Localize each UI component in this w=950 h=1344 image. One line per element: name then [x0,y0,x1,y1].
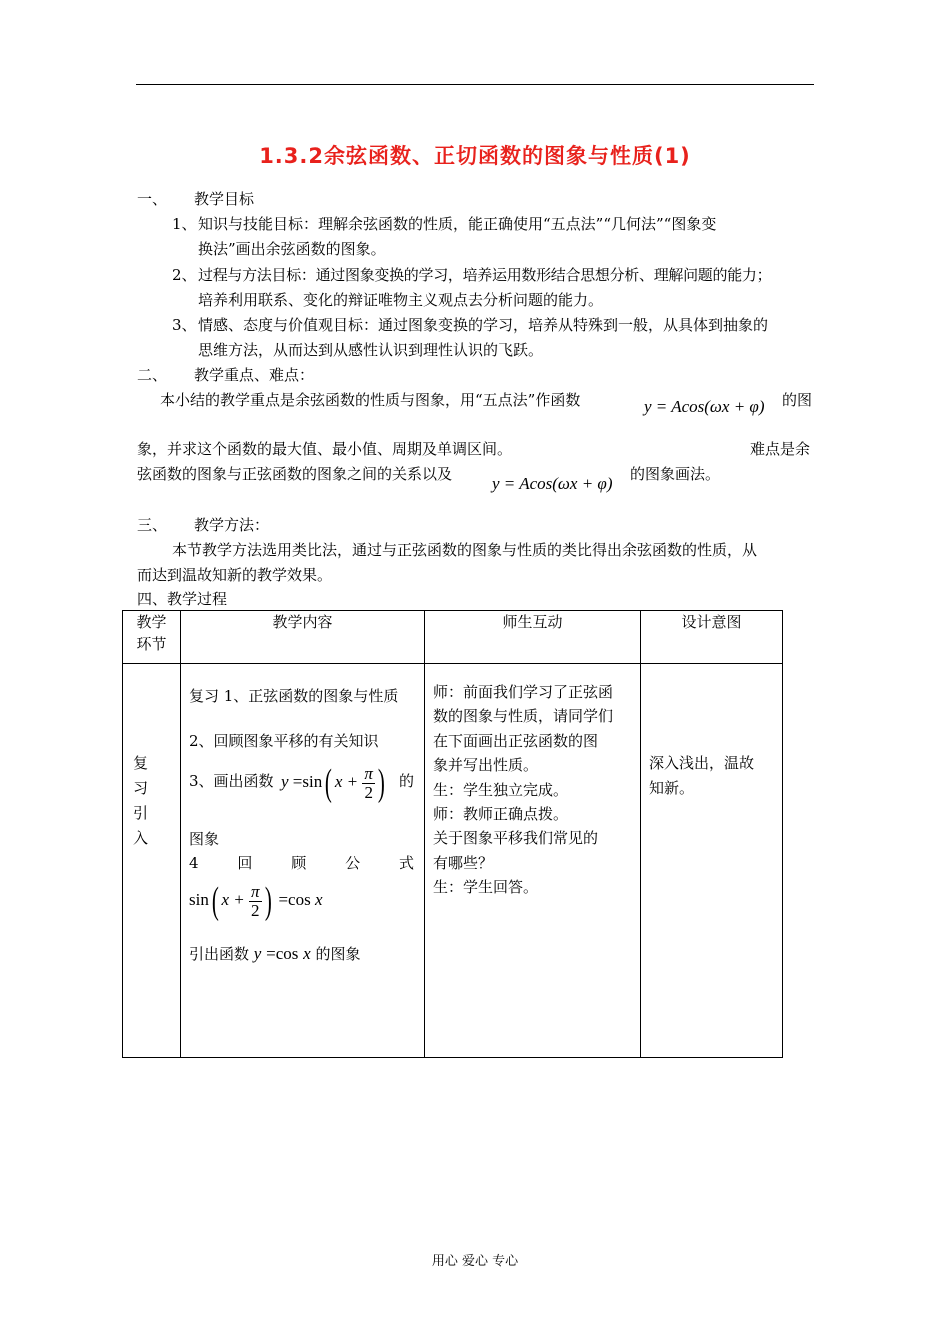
objective-2-number: 2、 [172,266,197,284]
header-content: 教学内容 [181,611,425,664]
formula-op: =cos [278,890,311,909]
objective-3-text-cont: 思维方法，从而达到从感性认识到理性认识的飞跃。 [198,341,544,359]
formula-sin-shift [281,762,388,805]
stage-char: 引 [133,804,149,822]
objective-1-text: 知识与技能目标：理解余弦函数的性质，能正确使用“五点法”“几何法”“图象变 [198,215,717,233]
keypoint-text-f: 的图象画法。 [630,465,721,483]
interaction-line: 师：教师正确点拨。 [433,805,569,824]
keypoint-text-c: 象，并求这个函数的最大值、最小值、周期及单调区间。 [137,440,513,458]
section-1-heading: 教学目标 [194,190,255,208]
stage-cell [123,664,181,1058]
fraction [362,765,375,802]
interaction-line: 生：学生独立完成。 [433,780,569,799]
right-paren: ) [377,762,385,805]
denominator: 2 [364,782,373,802]
header-interaction: 师生互动 [425,611,641,664]
interaction-line: 关于图象平移我们常见的 [433,829,599,848]
page-footer: 用心 爱心 专心 [431,1254,519,1269]
formula-op: sin [189,890,209,909]
interaction-line: 在下面画出正弦函数的图 [433,731,599,750]
formula-op: =cos [266,944,299,963]
interaction-line: 生：学生回答。 [433,878,539,897]
numerator: π [251,881,260,901]
header-stage [123,611,181,664]
spaced-char: 4 [189,854,199,872]
interaction-line: 师：前面我们学习了正弦函 [433,683,614,701]
stage-char: 复 [133,754,149,772]
formula-var: y [281,772,289,791]
content-line-spaced [189,853,414,873]
objective-1-number: 1、 [172,215,197,233]
content-line: 3、画出函数 [189,772,274,790]
objective-3-text: 情感、态度与价值观目标：通过图象变换的学习，培养从特殊到一般，从具体到抽象的 [198,316,769,334]
keypoint-text-b: 的图 [782,391,813,409]
intent-cell [641,664,783,1058]
content-cell [181,664,425,1058]
keypoint-text-d: 难点是余 [750,440,811,458]
right-paren: ) [264,880,272,923]
section-4-heading: 四、教学过程 [137,590,228,608]
content-line: 2、回顾图象平移的有关知识 [189,732,379,750]
spaced-char: 顾 [291,854,307,872]
formula-var: x + [334,772,359,791]
content-line: 的 [399,772,415,790]
formula-op: =sin [292,772,323,791]
interaction-line: 数的图象与性质，请同学们 [433,707,614,726]
objective-1-text-cont: 换法”画出余弦函数的图象。 [198,240,386,258]
formula-var: x [314,890,323,909]
intent-line: 知新。 [649,779,695,797]
content-text: 引出函数 [189,945,250,963]
left-paren: ( [325,762,333,805]
page-title: 1.3.2余弦函数、正切函数的图象与性质(1) [259,144,691,168]
fraction [249,883,262,920]
header-intent: 设计意图 [641,611,783,664]
spaced-char: 回 [237,854,253,872]
header-stage-line1: 教学 [136,613,167,631]
numerator: π [364,763,373,783]
section-1-number: 一、 [137,190,168,208]
formula-identity [189,880,323,923]
section-2-number: 二、 [137,366,168,384]
content-line [189,944,361,964]
formula-var: y [253,944,262,963]
section-3-heading: 教学方法： [194,516,270,534]
section-2-heading: 教学重点、难点： [194,366,315,384]
content-text: 的图象 [315,945,361,963]
spaced-char: 式 [398,854,414,872]
objective-2-text: 过程与方法目标：通过图象变换的学习，培养运用数形结合思想分析、理解问题的能力； [198,266,772,284]
objective-3-number: 3、 [172,316,197,334]
left-paren: ( [211,880,219,923]
formula-var: x [303,944,311,963]
stage-char: 入 [133,829,149,847]
intent-line: 深入浅出，温故 [649,754,755,772]
denominator: 2 [251,900,260,920]
objective-2-text-cont: 培养利用联系、变化的辩证唯物主义观点去分析问题的能力。 [198,291,604,309]
formula-acos-2: y = Acos(ωx + φ) [492,474,613,493]
interaction-line: 有哪些？ [433,853,494,872]
table-header-row [123,611,783,664]
table-row [123,664,783,1058]
formula-var: x + [221,890,245,909]
content-line: 图象 [189,830,220,848]
formula-acos-1: y = Acos(ωx + φ) [644,397,765,416]
header-stage-line2: 环节 [136,635,167,653]
interaction-cell [425,664,641,1058]
content-line: 复习 1、正弦函数的图象与性质 [189,687,399,705]
method-text-cont: 而达到温故知新的教学效果。 [137,566,333,584]
stage-char: 习 [133,779,149,797]
spaced-char: 公 [345,854,361,872]
header-rule [136,84,814,85]
keypoint-text-e: 弦函数的图象与正弦函数的图象之间的关系以及 [137,465,453,483]
interaction-line: 象并写出性质。 [433,756,539,775]
section-3-number: 三、 [137,516,168,534]
method-text: 本节教学方法选用类比法，通过与正弦函数的图象与性质的类比得出余弦函数的性质，从 [172,541,758,559]
process-table [122,610,783,1058]
keypoint-text-a: 本小结的教学重点是余弦函数的性质与图象，用“五点法”作函数 [160,391,581,409]
